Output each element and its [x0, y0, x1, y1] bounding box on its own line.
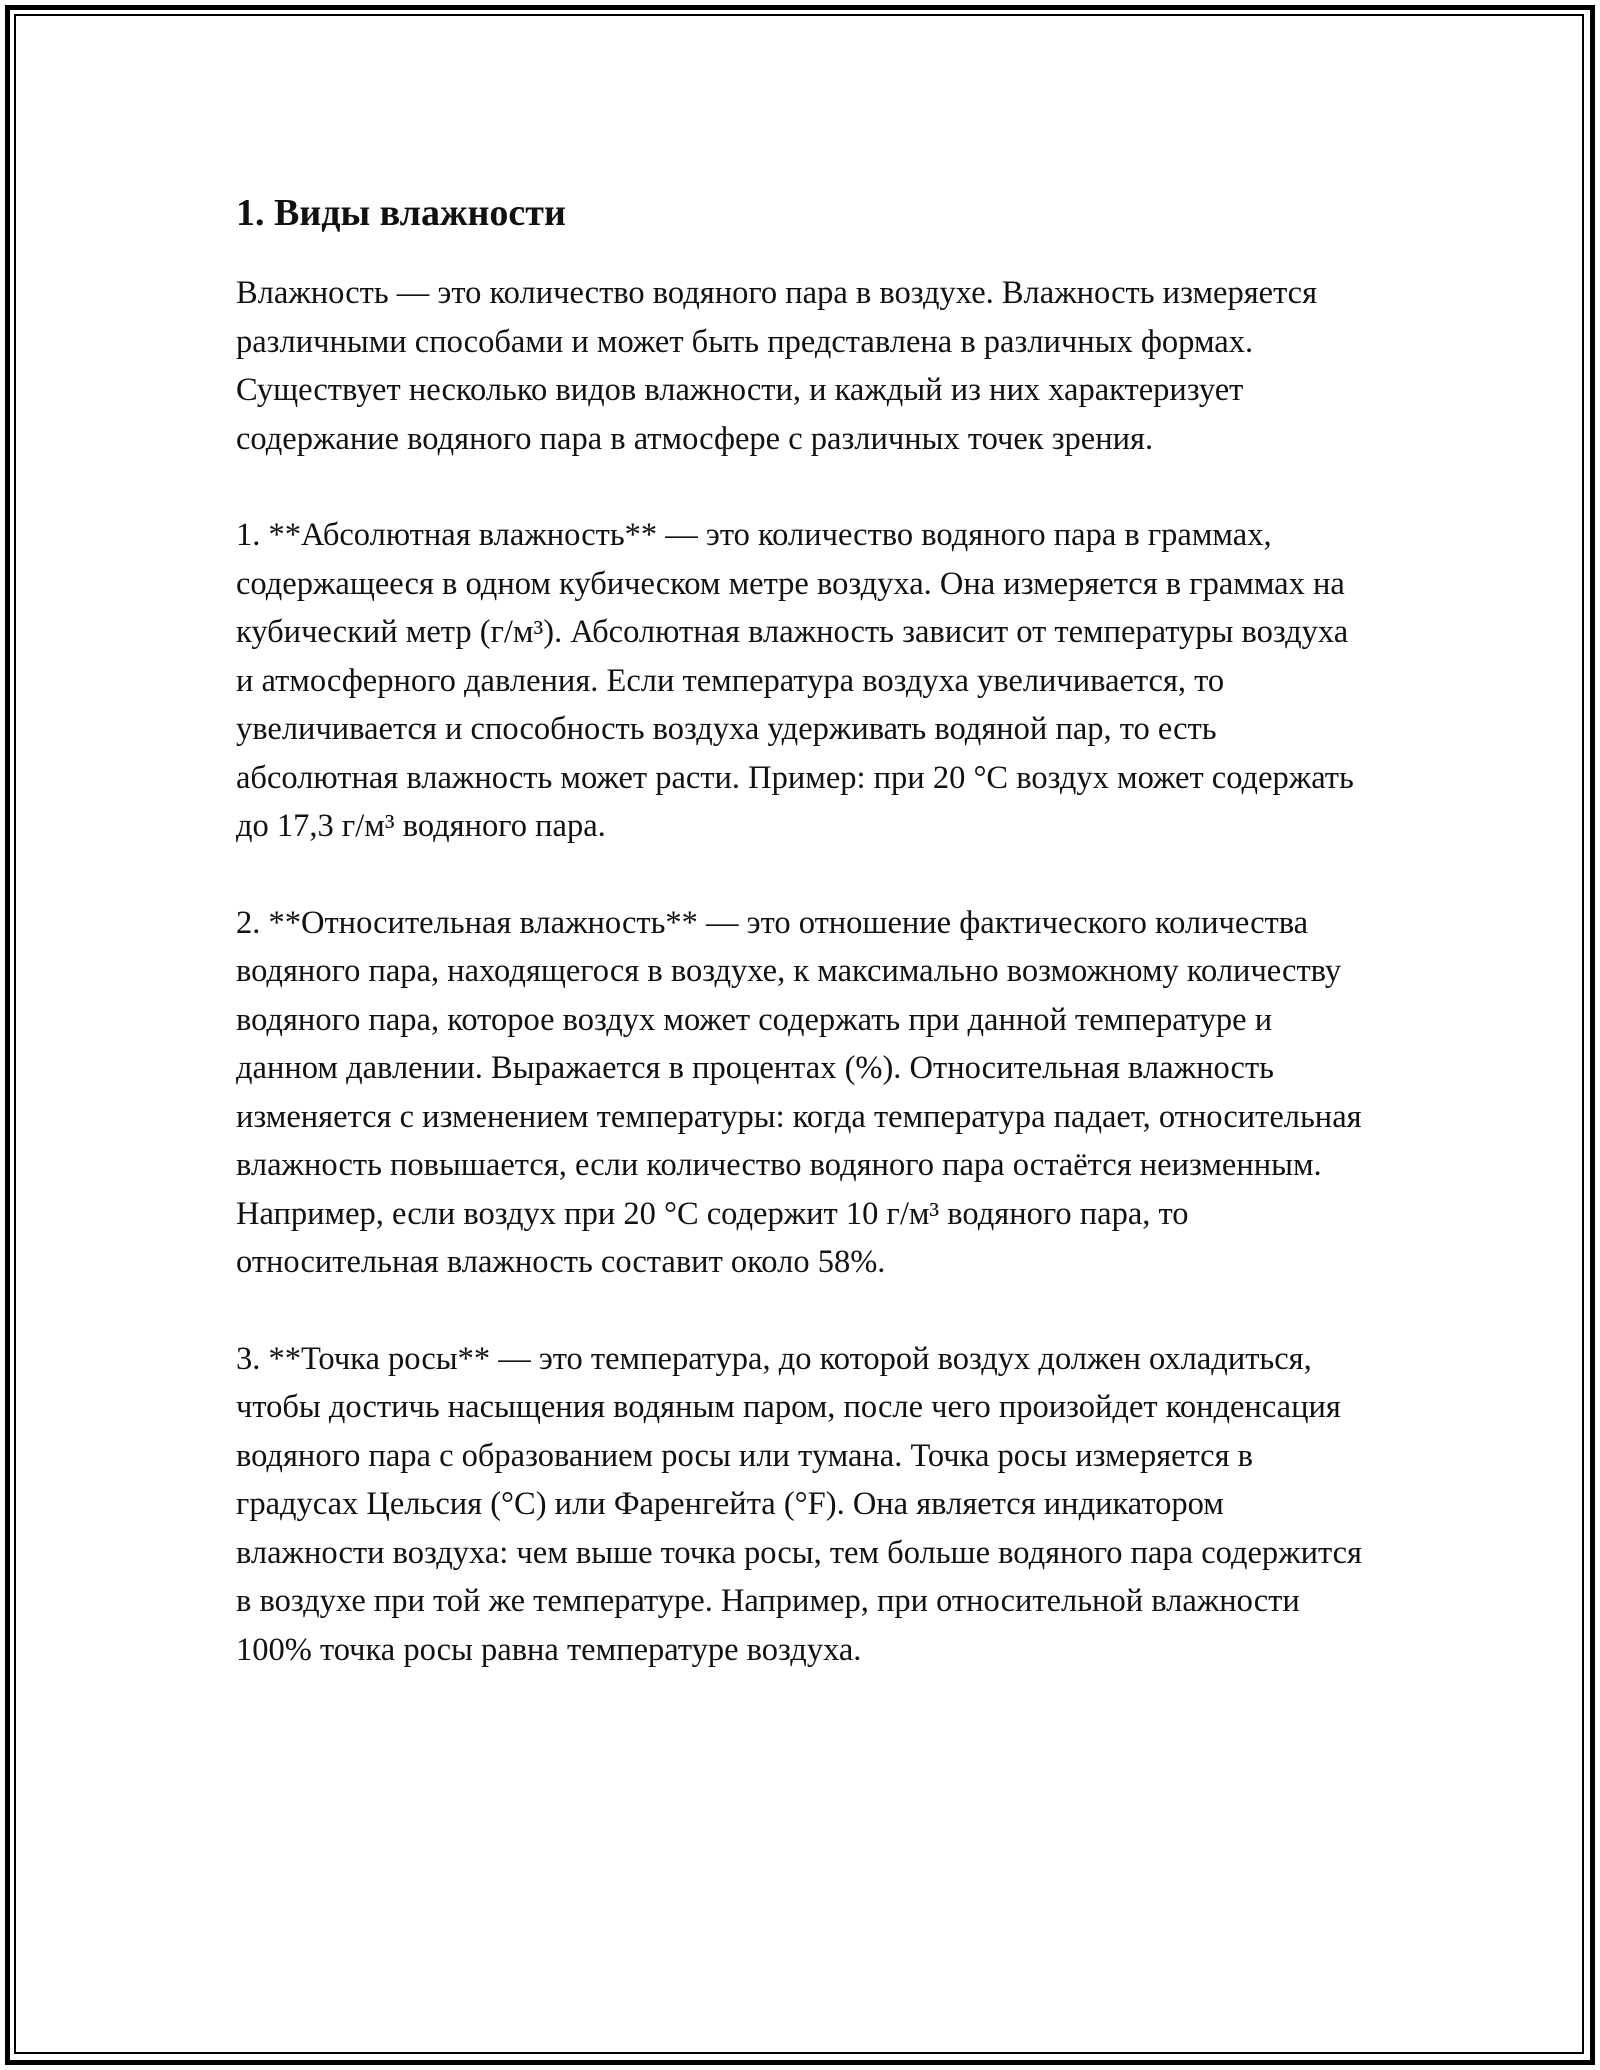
section-title: 1. Виды влажности	[236, 192, 566, 234]
relative-humidity-paragraph: 2. **Относительная влажность** — это отношение фактического количества водяного пара, находящегося в воздухе, к максимально возможному количеству водяного пара, которое воздух может содержать при данной температуре и данном давлении. Выражается в процентах (%). Относительная влажность изменяется с изменением температуры: когда температура падает, относительная влажность повышается, если количество водяного пара остаётся неизменным. Например, если воздух при 20 °C содержит 10 г/м³ водяного пара, то относительная влажность составит около 58%.	[236, 904, 1362, 1280]
dew-point-paragraph: 3. **Точка росы** — это температура, до которой воздух должен охладиться, чтобы достичь насыщения водяным паром, после чего произойдет конденсация водяного пара с образованием росы или тумана. Точка росы измеряется в градусах Цельсия (°C) или Фаренгейта (°F). Она является индикатором влажности воздуха: чем выше точка росы, тем больше водяного пара содержится в воздухе при той же температуре. Например, при относительной влажности 100% точка росы равна температуре воздуха.	[236, 1340, 1362, 1668]
document-page	[236, 187, 1366, 1722]
intro-paragraph: Влажность — это количество водяного пара в воздухе. Влажность измеряется различными способами и может быть представлена в различных формах. Существует несколько видов влажности, и каждый из них характеризует содержание водяного пара в атмосфере с различных точек зрения.	[236, 275, 1318, 457]
absolute-humidity-paragraph: 1. **Абсолютная влажность** — это количество водяного пара в граммах, содержащееся в одном кубическом метре воздуха. Она измеряется в граммах на кубический метр (г/м³). Абсолютная влажность зависит от температуры воздуха и атмосферного давления. Если температура воздуха увеличивается, то увеличивается и способность воздуха удерживать водяной пар, то есть абсолютная влажность может расти. Пример: при 20 °C воздух может содержать до 17,3 г/м³ водяного пара.	[236, 517, 1354, 844]
